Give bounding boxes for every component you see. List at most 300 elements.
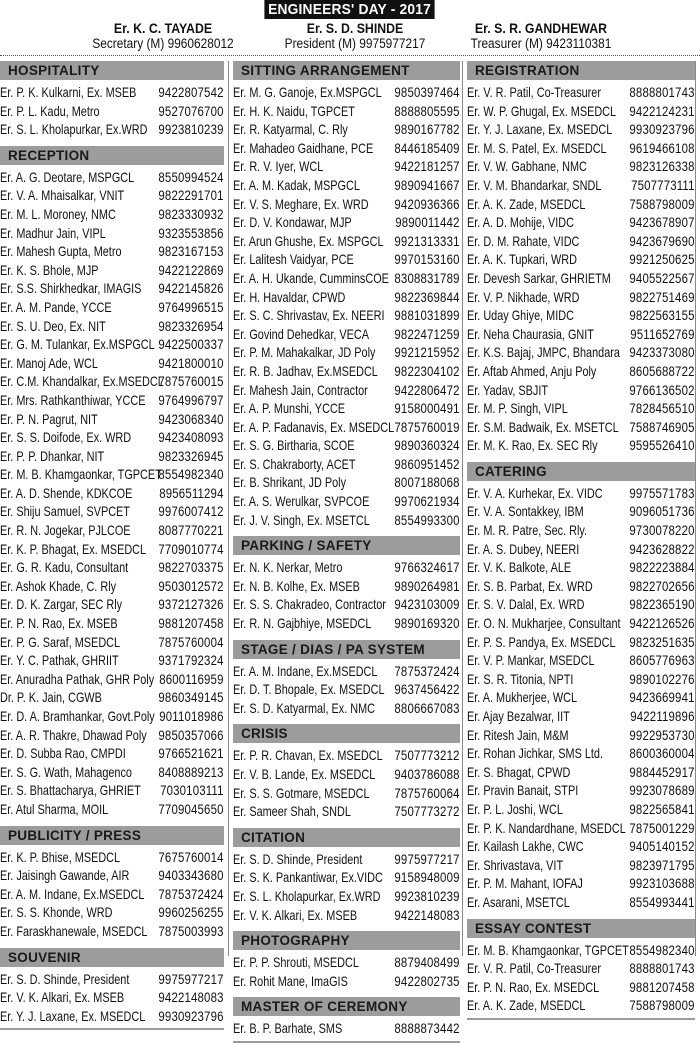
contact-row: Er. R. N. Jogekar, PJLCOE 8087770221: [0, 522, 224, 541]
contact-phone: 9011018986: [159, 709, 224, 724]
contact-row: Er. P. L. Joshi, WCL 9822565841: [467, 801, 695, 820]
contact-row: Er. V. P. Nikhade, WRD 9822751469: [467, 289, 695, 308]
contact-row: Er. P. K. Nandardhane, MSEDCL 7875001229: [467, 820, 695, 839]
contact-row: Er. R. B. Jadhav, Ex.MSEDCL 9822304102: [233, 363, 460, 382]
contact-phone: 9822751469: [629, 289, 695, 305]
contact-row: Er. P. N. Rao, Ex. MSEDCL 9881207458: [467, 979, 695, 998]
section-master-of-ceremony: [233, 997, 460, 1039]
contact-row: Er. H. Havaldar, CPWD 9822369844: [233, 289, 460, 308]
contact-row: Er. P. P. Dhankar, NIT 9823326945: [0, 448, 224, 467]
contact-row: Er. Pravin Banait, STPI 9923078689: [467, 782, 695, 801]
contact-phone: 9890167782: [394, 122, 460, 138]
contact-phone: 8888805595: [394, 103, 460, 119]
contact-phone: 9890102276: [629, 671, 695, 687]
contact-row: Er. Govind Dehedkar, VECA 9822471259: [233, 326, 460, 345]
contact-row: Er. A. Mukherjee, WCL 9423669941: [467, 689, 695, 708]
contact-phone: 9637456422: [394, 682, 460, 698]
contact-row: Er. Ashok Khade, C. Rly 9503012572: [0, 578, 224, 597]
contact-phone: 8408889213: [158, 764, 224, 780]
section-heading: MASTER OF CEREMONY: [233, 997, 460, 1016]
contact-phone: 9422145826: [158, 281, 224, 297]
contact-row: Er. A. H. Ukande, CumminsCOE 8308831789: [233, 270, 460, 289]
contact-row: Er. K. P. Bhise, MSEDCL 7675760014: [0, 849, 224, 868]
contact-phone: 9422181257: [394, 159, 460, 175]
contact-phone: 9372127326: [158, 597, 224, 613]
contact-phone: 9850397464: [394, 85, 460, 100]
contact-phone: 9822565841: [629, 801, 695, 817]
contact-row: Er. Manoj Ade, WCL 9421800010: [0, 355, 224, 374]
contact-phone: 9822223884: [629, 560, 695, 576]
contact-phone: 8007188068: [394, 475, 460, 491]
contact-phone: 9158948009: [394, 870, 460, 886]
contact-row: Er. D. Subba Rao, CMPDI 9766521621: [0, 745, 224, 764]
contact-row: Er. P. M. Mahakalkar, JD Poly 9921215952: [233, 344, 460, 363]
contact-phone: 9371792324: [158, 653, 224, 669]
contact-phone: 8308831789: [394, 270, 460, 286]
contact-row: Er. Shrivastava, VIT 9823971795: [467, 857, 695, 876]
contact-phone: 8554982340: [629, 942, 695, 958]
contact-row: Er. V. A. Mhaisalkar, VNIT 9822291701: [0, 187, 224, 206]
contact-phone: 9822291701: [158, 188, 224, 204]
section-essay-contest: [467, 919, 695, 1016]
contact-row: Er. V. P. Mankar, MSEDCL 8605776963: [467, 652, 695, 671]
contact-phone: 9422807542: [158, 85, 224, 100]
contact-phone: 9823167153: [158, 244, 224, 260]
contact-phone: 7875760004: [158, 634, 224, 650]
contact-phone: 9890941667: [394, 177, 460, 193]
contact-phone: 9822563155: [629, 308, 695, 324]
section-heading: PHOTOGRAPHY: [233, 931, 460, 950]
contact-phone: 7675760014: [158, 849, 224, 865]
contact-phone: 9890360324: [394, 438, 460, 454]
officer-president: [250, 20, 460, 51]
contact-row: Er. P. G. Saraf, MSEDCL 7875760004: [0, 634, 224, 653]
officer-role: Secretary (M) 9960628012: [92, 36, 234, 51]
contact-row: Er. Ajay Bezalwar, IIT 9422119896: [467, 708, 695, 727]
column-bottom-rule: [0, 1028, 224, 1030]
contact-phone: 9923103688: [629, 876, 695, 892]
contact-row: Er. V. M. Bhandarkar, SNDL 7507773111: [467, 177, 695, 196]
column-divider: [695, 61, 696, 956]
contact-row: Er. G. R. Kadu, Consultant 9822703375: [0, 559, 224, 578]
contact-phone: 9764996797: [158, 392, 224, 408]
contact-row: Er. D. T. Bhopale, Ex. MSEDCL 9637456422: [233, 681, 460, 700]
contact-phone: 9860349145: [158, 690, 224, 706]
contact-phone: 9405140152: [629, 839, 695, 855]
contact-row: Er. A. P. Munshi, YCCE 9158000491: [233, 400, 460, 419]
contact-row: Er. P. K. Kulkarni, Ex. MSEB 9422807542: [0, 84, 224, 103]
contact-row: Er. Kailash Lakhe, CWC 9405140152: [467, 838, 695, 857]
contact-row: Er. R. V. Iyer, WCL 9422181257: [233, 158, 460, 177]
contact-row: Er. Y. J. Laxane, Ex. MSEDCL 9930923796: [0, 1008, 224, 1027]
contact-phone: 9923810239: [394, 888, 460, 904]
contact-row: Er. P. R. Chavan, Ex. MSEDCL 7507773212: [233, 747, 460, 766]
contact-phone: 9976007412: [158, 504, 224, 520]
contact-row: Er. S. Bhagat, CPWD 9884452917: [467, 764, 695, 783]
contact-row: Er. K. S. Bhole, MJP 9422122869: [0, 262, 224, 281]
contact-phone: 8446185409: [394, 140, 460, 156]
contact-phone: 7828456510: [629, 401, 695, 417]
section-sitting-arrangement: [233, 61, 460, 530]
contact-row: Er. O. N. Mukharjee, Consultant 9422126526: [467, 615, 695, 634]
contact-phone: 7875372424: [158, 886, 224, 902]
contact-phone: 9975977217: [394, 851, 460, 867]
contact-row: Er. Ritesh Jain, M&M 9922953730: [467, 727, 695, 746]
contact-row: Er. H. K. Naidu, TGPCET 8888805595: [233, 103, 460, 122]
contact-phone: 9422806472: [394, 382, 460, 398]
officer-role: President (M) 9975977217: [284, 36, 426, 51]
section-photography: [233, 931, 460, 991]
contact-phone: 8550994524: [158, 169, 224, 185]
contact-row: Er. V. R. Patil, Co-Treasurer 8888801743: [467, 960, 695, 979]
contact-row: Er. W. P. Ghugal, Ex. MSEDCL 9422124231: [467, 103, 695, 122]
contact-phone: 9595526410: [629, 438, 695, 454]
contact-row: Er. M. P. Singh, VIPL 7828456510: [467, 400, 695, 419]
contact-phone: 9923810239: [158, 122, 224, 138]
contact-row: Er. S. L. Kholapurkar, Ex.WRD 9923810239: [233, 888, 460, 907]
section-parking-safety: [233, 536, 460, 633]
officer-name: Er. S. D. SHINDE: [306, 20, 404, 36]
contact-row: Er. S.M. Badwaik, Ex. MSETCL 7588746905: [467, 419, 695, 438]
contact-phone: 7709010774: [158, 541, 224, 557]
contact-row: Er. Lalitesh Vaidyar, PCE 9970153160: [233, 251, 460, 270]
contact-row: Er. P. S. Pandya, Ex. MSEDCL 9823251635: [467, 634, 695, 653]
contact-phone: 9975571783: [629, 485, 695, 501]
contact-row: Er. P. N. Pagrut, NIT 9423068340: [0, 411, 224, 430]
contact-row: Er. N. B. Kolhe, Ex. MSEB 9890264981: [233, 578, 460, 597]
contact-row: Er. D. A. Bramhankar, Govt.Poly 9011018986: [0, 708, 224, 727]
contact-phone: 8605688722: [629, 363, 695, 379]
contact-phone: 9921250625: [629, 252, 695, 268]
contact-row: Er. K.S. Bajaj, JMPC, Bhandara 9423373080: [467, 344, 695, 363]
contact-phone: 9423373080: [629, 345, 695, 361]
contact-phone: 7875001229: [629, 820, 695, 836]
contact-phone: 9764996515: [158, 299, 224, 315]
contact-row: Er. M. G. Ganoje, Ex.MSPGCL 9850397464: [233, 84, 460, 103]
contact-phone: 7709045650: [158, 801, 224, 817]
section-stage-dias-pa-system: [233, 640, 460, 719]
officer-role: Treasurer (M) 9423110381: [470, 36, 612, 51]
section-registration: [467, 61, 695, 456]
section-heading: CRISIS: [233, 724, 460, 743]
contact-phone: 9860951452: [394, 456, 460, 472]
column-divider: [462, 61, 463, 956]
contact-phone: 8888873442: [394, 1021, 460, 1037]
contact-phone: 9503012572: [158, 578, 224, 594]
contact-row: Er. Shiju Samuel, SVPCET 9976007412: [0, 503, 224, 522]
contact-phone: 9423103009: [394, 597, 460, 613]
contact-phone: 9422802735: [394, 973, 460, 989]
contact-row: Er. Arun Ghushe, Ex. MSPGCL 9921313331: [233, 233, 460, 252]
contact-phone: 9922953730: [629, 727, 695, 743]
contact-phone: 7507773111: [631, 177, 695, 193]
contact-row: Er. Asarani, MSETCL 8554993441: [467, 894, 695, 913]
contact-phone: 8956511294: [159, 485, 224, 501]
contact-phone: 8087770221: [158, 523, 224, 539]
contact-phone: 7507773212: [394, 748, 460, 764]
contact-phone: 9921215952: [394, 345, 460, 361]
contact-phone: 9822471259: [394, 326, 460, 342]
contact-phone: 8554982340: [158, 467, 224, 483]
contact-row: Er. D. M. Rahate, VIDC 9423679690: [467, 233, 695, 252]
contact-row: Er. N. K. Nerkar, Metro 9766324617: [233, 559, 460, 578]
contact-row: Er. S. S. Chakradeo, Contractor 9423103009: [233, 596, 460, 615]
section-reception: [0, 146, 224, 820]
contact-row: Er. A. S. Dubey, NEERI 9423628822: [467, 541, 695, 560]
contact-phone: 7875003993: [158, 923, 224, 939]
contact-row: Er. Mahesh Jain, Contractor 9422806472: [233, 382, 460, 401]
contact-phone: 9823326954: [158, 318, 224, 334]
column-bottom-rule: [467, 1018, 695, 1020]
contact-row: Er. M. K. Rao, Ex. SEC Rly 9595526410: [467, 437, 695, 456]
column-right: [467, 61, 695, 1014]
contact-phone: 9423408093: [158, 430, 224, 446]
contact-phone: 9921313331: [394, 233, 460, 249]
contact-row: Er. V. A. Sontakkey, IBM 9096051736: [467, 503, 695, 522]
section-citation: [233, 828, 460, 925]
contact-phone: 9730078220: [629, 523, 695, 539]
contact-phone: 9930923796: [629, 122, 695, 138]
contact-phone: 8600116959: [159, 671, 224, 687]
officer-name: Er. S. R. GANDHEWAR: [474, 20, 608, 36]
contact-phone: 9422148083: [158, 990, 224, 1006]
contact-phone: 9881207458: [158, 616, 224, 632]
section-heading: SOUVENIR: [0, 948, 224, 967]
contact-row: Er. P. P. Shrouti, MSEDCL 8879408499: [233, 954, 460, 973]
contact-row: Er. Anuradha Pathak, GHR Poly 8600116959: [0, 671, 224, 690]
contact-row: Er. S. Chakraborty, ACET 9860951452: [233, 456, 460, 475]
section-catering: [467, 462, 695, 913]
contact-row: Er. Madhur Jain, VIPL 9323553856: [0, 225, 224, 244]
contact-phone: 9096051736: [629, 504, 695, 520]
contact-phone: 9158000491: [394, 401, 460, 417]
contact-phone: 7588798009: [629, 196, 695, 212]
page-header: [0, 0, 700, 19]
contact-phone: 9403343680: [158, 868, 224, 884]
contact-phone: 9923078689: [629, 783, 695, 799]
contact-phone: 9822369844: [394, 289, 460, 305]
section-crisis: [233, 724, 460, 821]
section-heading: STAGE / DIAS / PA SYSTEM: [233, 640, 460, 659]
contact-phone: 9420936366: [394, 196, 460, 212]
section-heading: CITATION: [233, 828, 460, 847]
contact-phone: 9823251635: [629, 634, 695, 650]
contact-row: Er. V. W. Gabhane, NMC 9823126338: [467, 158, 695, 177]
contact-phone: 9881031899: [394, 308, 460, 324]
contact-row: Er. S. D. Katyarmal, Ex. NMC 8806667083: [233, 700, 460, 719]
contact-row: Er. S. D. Shinde, President 9975977217: [0, 971, 224, 990]
contact-row: Er. S. V. Dalal, Ex. WRD 9822365190: [467, 596, 695, 615]
contact-phone: 9822365190: [629, 597, 695, 613]
contact-phone: 9527076700: [158, 103, 224, 119]
contact-row: Er. S. S. Khonde, WRD 9960256255: [0, 904, 224, 923]
contact-row: Er. Y. C. Pathak, GHRIIT 9371792324: [0, 652, 224, 671]
contact-phone: 9850357066: [158, 727, 224, 743]
contact-row: Er. S. D. Shinde, President 9975977217: [233, 851, 460, 870]
contact-row: Er. Neha Chaurasia, GNIT 9511652769: [467, 326, 695, 345]
contact-row: Er. V. R. Patil, Co-Treasurer 8888801743: [467, 84, 695, 103]
contact-phone: 9890264981: [394, 578, 460, 594]
section-publicity-press: [0, 826, 224, 942]
contact-phone: 9823326945: [158, 448, 224, 464]
contact-phone: 9890011442: [395, 215, 460, 231]
officer-secretary: [58, 20, 268, 51]
contact-phone: 7030103111: [160, 783, 224, 799]
contact-row: Er. A. M. Indane, Ex.MSEDCL 7875372424: [0, 886, 224, 905]
contact-phone: 9884452917: [629, 764, 695, 780]
section-heading: REGISTRATION: [467, 61, 695, 80]
section-heading: PARKING / SAFETY: [233, 536, 460, 555]
contact-phone: 9970153160: [394, 252, 460, 268]
contact-row: Er. A. R. Thakre, Dhawad Poly 9850357066: [0, 727, 224, 746]
contact-phone: 7588798009: [629, 998, 695, 1014]
contact-row: Er. V. K. Balkote, ALE 9822223884: [467, 559, 695, 578]
contact-phone: 9422148083: [394, 907, 460, 923]
contact-row: Er. Mahadeo Gaidhane, PCE 8446185409: [233, 140, 460, 159]
contact-row: Er. A. M. Pande, YCCE 9764996515: [0, 299, 224, 318]
dotted-divider: [0, 55, 700, 56]
contact-phone: 9422500337: [158, 337, 224, 353]
contact-row: Er. Jaisingh Gawande, AIR 9403343680: [0, 867, 224, 886]
contact-row: Er. A. D. Mohije, VIDC 9423678907: [467, 214, 695, 233]
contact-phone: 9970621934: [394, 494, 460, 510]
contact-row: Er. S. S. Doifode, Ex. WRD 9423408093: [0, 429, 224, 448]
contact-phone: 7875760064: [394, 785, 460, 801]
contact-phone: 9405522567: [629, 270, 695, 286]
contact-row: Er. S. K. Pankantiwar, Ex.VIDC 9158948009: [233, 869, 460, 888]
contact-row: Er. Mahesh Gupta, Metro 9823167153: [0, 243, 224, 262]
contact-row: Er. P. L. Kadu, Metro 9527076700: [0, 103, 224, 122]
contact-row: Er. V. B. Lande, Ex. MSEDCL 9403786088: [233, 766, 460, 785]
column-left: [0, 61, 224, 1024]
contact-phone: 8806667083: [394, 700, 460, 716]
contact-row: Er. S.S. Shirkhedkar, IMAGIS 9422145826: [0, 280, 224, 299]
contact-phone: 9511652769: [630, 326, 695, 342]
contact-row: Er. J. V. Singh, Ex. MSETCL 8554993300: [233, 512, 460, 531]
contact-phone: 9422126526: [629, 616, 695, 632]
contact-row: Dr. P. K. Jain, CGWB 9860349145: [0, 689, 224, 708]
contact-row: Er. R. Katyarmal, C. Rly 9890167782: [233, 121, 460, 140]
contact-row: Er. A. K. Zade, MSEDCL 7588798009: [467, 196, 695, 215]
contact-phone: 8888801743: [629, 961, 695, 977]
contact-row: Er. A. K. Tupkari, WRD 9921250625: [467, 251, 695, 270]
page-title: ENGINEERS' DAY - 2017: [265, 0, 435, 19]
contact-row: Er. A. S. Werulkar, SVPCOE 9970621934: [233, 493, 460, 512]
contact-row: Er. K. P. Bhagat, Ex. MSEDCL 7709010774: [0, 541, 224, 560]
contact-phone: 9930923796: [158, 1008, 224, 1024]
contact-row: Er. B. P. Barhate, SMS 8888873442: [233, 1020, 460, 1039]
contact-row: Er. Uday Ghiye, MIDC 9822563155: [467, 307, 695, 326]
contact-phone: 9323553856: [158, 225, 224, 241]
section-heading: HOSPITALITY: [0, 61, 224, 80]
contact-phone: 9822702656: [629, 578, 695, 594]
contact-row: Er. M. B. Khamgaonkar, TGPCET 8554982340: [0, 466, 224, 485]
contact-row: Er. Sameer Shah, SNDL 7507773272: [233, 803, 460, 822]
contact-row: Er. S. L. Kholapurkar, Ex.WRD 9923810239: [0, 121, 224, 140]
officer-name: Er. K. C. TAYADE: [113, 20, 213, 36]
contact-phone: 9890169320: [394, 616, 460, 632]
contact-phone: 9422124231: [629, 103, 695, 119]
contact-row: Er. A. K. Zade, MSEDCL 7588798009: [467, 997, 695, 1016]
contact-row: Er. S. U. Deo, Ex. NIT 9823326954: [0, 318, 224, 337]
contact-phone: 9975977217: [158, 971, 224, 987]
contact-row: Er. M. R. Patre, Sec. Rly. 9730078220: [467, 522, 695, 541]
contact-row: Er. Yadav, SBJIT 9766136502: [467, 382, 695, 401]
contact-phone: 9822703375: [158, 560, 224, 576]
contact-row: Er. Y. J. Laxane, Ex. MSEDCL 9930923796: [467, 121, 695, 140]
contact-row: Er. A. M. Kadak, MSPGCL 9890941667: [233, 177, 460, 196]
contact-row: Er. R. N. Gajbhiye, MSEDCL 9890169320: [233, 615, 460, 634]
contact-phone: 8554993300: [394, 512, 460, 528]
column-middle: [233, 61, 460, 1037]
contact-phone: 9881207458: [629, 979, 695, 995]
contact-row: Er. V. K. Alkari, Ex. MSEB 9422148083: [0, 989, 224, 1008]
contact-row: Er. Rohit Mane, ImaGIS 9422802735: [233, 973, 460, 992]
contact-row: Er. A. M. Indane, Ex.MSEDCL 7875372424: [233, 663, 460, 682]
contact-row: Er. Faraskhanewale, MSEDCL 7875003993: [0, 923, 224, 942]
contact-row: Er. S. R. Titonia, NPTI 9890102276: [467, 671, 695, 690]
contact-phone: 7875760019: [394, 419, 460, 435]
contact-row: Er. Mrs. Rathkanthiwar, YCCE 9764996797: [0, 392, 224, 411]
contact-row: Er. P. N. Rao, Ex. MSEB 9881207458: [0, 615, 224, 634]
contact-phone: 9422119896: [630, 709, 695, 724]
contact-phone: 9823971795: [629, 857, 695, 873]
contact-phone: 9423678907: [629, 215, 695, 231]
contact-phone: 9423669941: [629, 690, 695, 706]
contact-row: Er. A. G. Deotare, MSPGCL 8550994524: [0, 169, 224, 188]
section-heading: SITTING ARRANGEMENT: [233, 61, 460, 80]
contact-row: Er. Atul Sharma, MOIL 7709045650: [0, 801, 224, 820]
section-heading: ESSAY CONTEST: [467, 919, 695, 938]
contact-row: Er. V. A. Kurhekar, Ex. VIDC 9975571783: [467, 485, 695, 504]
contact-row: Er. Rohan Jichkar, SMS Ltd. 8600360004: [467, 745, 695, 764]
section-hospitality: [0, 61, 224, 140]
contact-row: Er. M. S. Patel, Ex. MSEDCL 9619466108: [467, 140, 695, 159]
contact-phone: 7875372424: [394, 663, 460, 679]
contact-phone: 9766521621: [158, 746, 224, 762]
contact-phone: 9423068340: [158, 411, 224, 427]
contact-phone: 8554993441: [629, 894, 695, 910]
officers-row: [0, 20, 700, 54]
section-souvenir: [0, 948, 224, 1027]
contact-row: Er. C.M. Khandalkar, Ex.MSEDCL 7875760015: [0, 373, 224, 392]
contact-phone: 9403786088: [394, 767, 460, 782]
contact-row: Er. S. G. Wath, Mahagenco 8408889213: [0, 764, 224, 783]
contact-phone: 7507773272: [394, 804, 460, 820]
contact-phone: 7875760015: [158, 374, 224, 390]
contact-phone: 8605776963: [629, 653, 695, 669]
contact-row: Er. M. B. Khamgaonkar, TGPCET 8554982340: [467, 942, 695, 961]
contact-phone: 9960256255: [158, 905, 224, 921]
contact-row: Er. V. K. Alkari, Ex. MSEB 9422148083: [233, 907, 460, 926]
contact-row: Er. A. P. Fadanavis, Ex. MSEDCL 7875760019: [233, 419, 460, 438]
contact-row: Er. V. S. Meghare, Ex. WRD 9420936366: [233, 196, 460, 215]
contact-phone: 9766136502: [629, 382, 695, 398]
contact-phone: 7588746905: [629, 419, 695, 435]
contact-phone: 9823126338: [629, 159, 695, 175]
contact-row: Er. P. M. Mahant, IOFAJ 9923103688: [467, 875, 695, 894]
contact-row: Er. G. M. Tulankar, Ex.MSPGCL 9422500337: [0, 336, 224, 355]
contact-phone: 8888801743: [629, 85, 695, 100]
contact-phone: 9423628822: [629, 541, 695, 557]
contact-phone: 9619466108: [629, 140, 695, 156]
contact-phone: 8879408499: [394, 955, 460, 971]
contact-row: Er. Aftab Ahmed, Anju Poly 8605688722: [467, 363, 695, 382]
contact-phone: 8600360004: [629, 746, 695, 762]
contact-row: Er. M. L. Moroney, NMC 9823330932: [0, 206, 224, 225]
contact-phone: 9822304102: [394, 363, 460, 379]
officer-treasurer: [436, 20, 646, 51]
